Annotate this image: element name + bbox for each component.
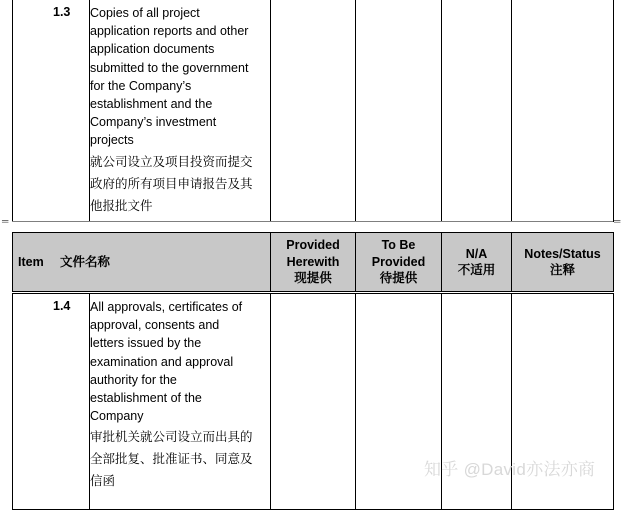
header-item-name: [13, 233, 271, 292]
description-line: authority for the: [90, 372, 177, 387]
description-line: Company: [90, 409, 144, 424]
table-row: [13, 0, 614, 222]
page-break-line: [12, 221, 613, 222]
description-line: 就公司设立及项目投资而提交: [90, 154, 253, 169]
description-chinese: [90, 426, 270, 492]
header-line: Herewith: [286, 254, 340, 269]
description-line: examination and approval: [90, 354, 234, 369]
header-to-be-provided: [356, 233, 442, 292]
header-document-name: 文件名称: [60, 254, 111, 269]
header-line: N/A: [465, 246, 488, 261]
description-line: All approvals, certificates of: [90, 300, 243, 314]
header-line: To Be: [381, 238, 416, 253]
description-chinese: [90, 151, 270, 217]
watermark: 知乎 @David亦法亦商: [424, 460, 596, 479]
description-line: Copies of all project: [90, 6, 200, 20]
description-english: [90, 294, 270, 425]
description-line: 政府的所有项目申请报告及其: [90, 176, 253, 191]
description-line: application documents: [90, 42, 215, 57]
description-line: 他报批文件: [90, 198, 153, 213]
header-line: Provided: [286, 238, 340, 253]
description-line: 信函: [90, 474, 116, 489]
header-line: 待提供: [379, 271, 418, 286]
description-english: [90, 0, 270, 150]
header-row: [13, 233, 614, 292]
description-line: approval, consents and: [90, 318, 220, 333]
description-line: application reports and other: [90, 24, 249, 39]
provided-cell[interactable]: [271, 0, 356, 222]
na-cell[interactable]: [442, 0, 512, 222]
page-break-marker-right: ═: [614, 216, 621, 226]
item-description: [90, 294, 271, 510]
description-line: establishment and the: [90, 97, 213, 112]
description-line: projects: [90, 133, 134, 148]
checklist-table-top: [12, 0, 614, 222]
description-line: letters issued by the: [90, 336, 202, 351]
header-line: Notes/Status: [524, 246, 601, 261]
provided-cell[interactable]: [271, 294, 356, 510]
header-line: Provided: [371, 254, 426, 269]
item-description: [90, 0, 271, 222]
description-line: for the Company’s: [90, 78, 192, 93]
page-break-marker-left: ═: [2, 216, 9, 226]
description-line: Company’s investment: [90, 115, 217, 130]
header-line: 现提供: [294, 271, 332, 286]
item-number: 1.3: [13, 0, 90, 222]
header-item: Item: [18, 254, 44, 269]
header-notes: [512, 233, 614, 292]
header-line: 注释: [549, 263, 575, 277]
description-line: submitted to the government: [90, 60, 249, 75]
description-line: 审批机关就公司设立而出具的: [90, 430, 253, 445]
notes-cell[interactable]: [512, 0, 614, 222]
header-na: [442, 233, 512, 292]
to-be-provided-cell[interactable]: [356, 0, 442, 222]
checklist-header: [12, 232, 614, 292]
description-line: 全部批复、批准证书、同意及: [90, 452, 253, 467]
description-line: establishment of the: [90, 391, 202, 406]
item-number: 1.4: [13, 294, 90, 510]
header-provided: [271, 233, 356, 292]
header-line: 不适用: [457, 263, 496, 277]
